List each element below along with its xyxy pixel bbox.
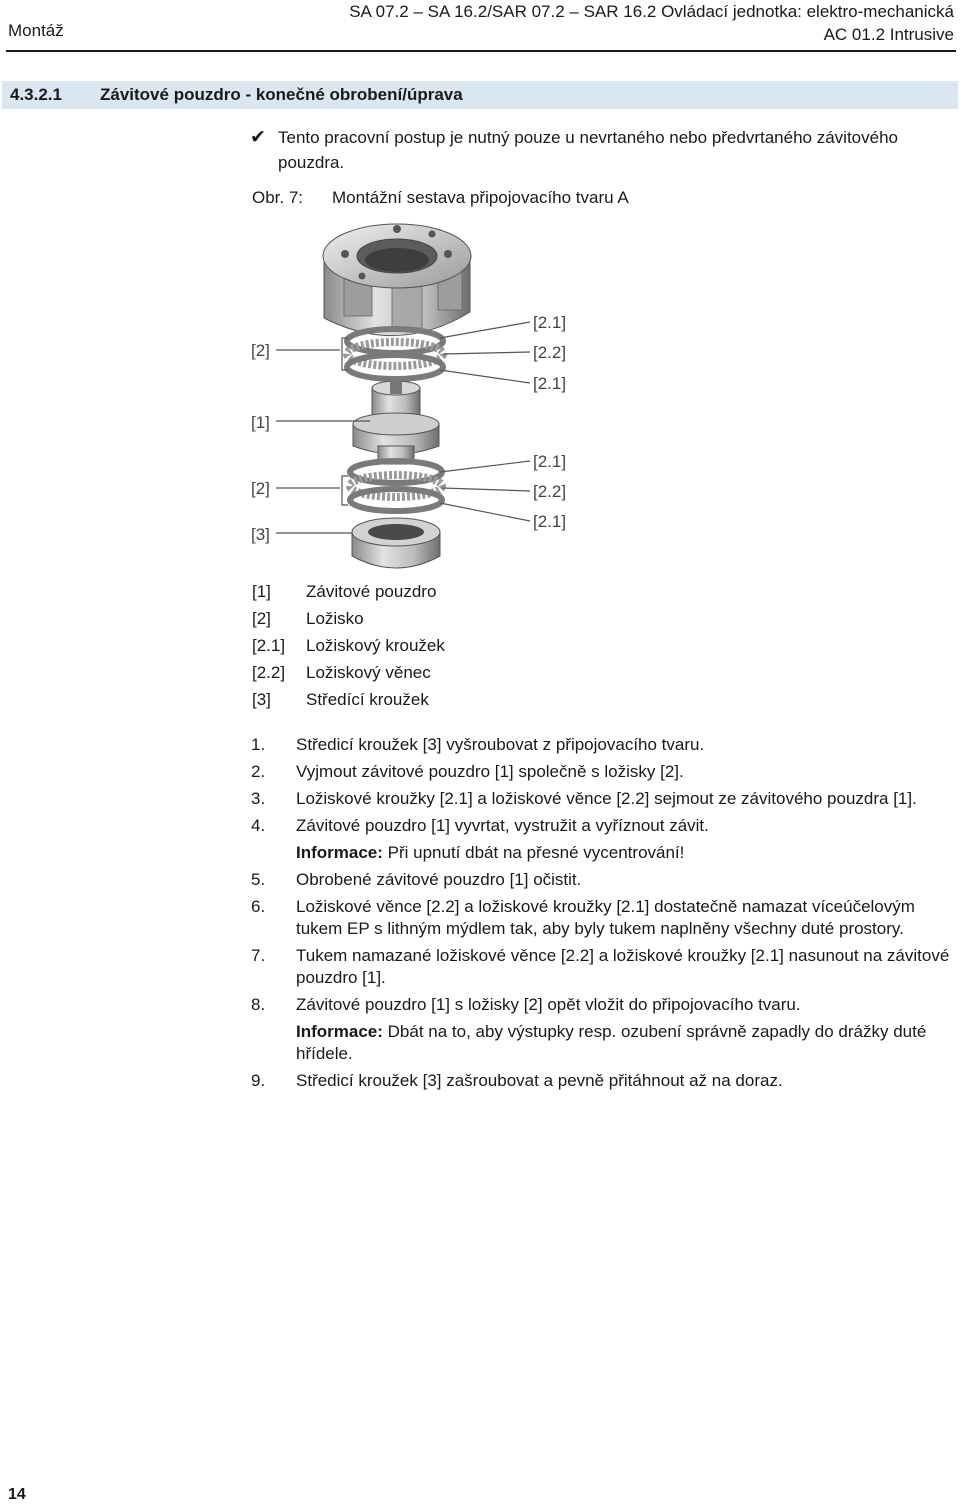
legend-text: Ložiskový věnec [306,663,431,682]
step-text: Středicí kroužek [3] zašroubovat a pevně přitáhnout až na doraz. [296,1071,783,1090]
step-item [251,994,957,1065]
fig-label-left: [1] [251,413,270,432]
legend-text: Závitové pouzdro [306,582,437,601]
upper-bearing [347,329,443,379]
step-text: Ložiskové kroužky [2.1] a ložiskové věnce [2.2] sejmout ze závitového pouzdra [1]. [296,789,917,808]
legend-key: [2.1] [252,636,286,655]
legend-item [252,632,445,659]
step-number: 1. [251,735,266,754]
figure-number: Obr. 7: [252,188,304,207]
step-item [251,761,957,783]
fig-label-right: [2.1] [533,512,567,531]
step-text: Závitové pouzdro [1] vyvrtat, vystružit a vyříznout závit. [296,816,709,835]
legend-text: Ložisko [306,609,364,628]
step-text: Obrobené závitové pouzdro [1] očistit. [296,870,582,889]
figure-title: Montážní sestava připojovacího tvaru A [332,188,629,207]
legend-key: [2.2] [252,663,286,682]
lower-bearing [350,461,442,511]
header-product-line2: AC 01.2 Intrusive [823,25,954,44]
step-item [251,945,957,989]
legend-key: [2] [252,609,271,628]
legend-item [252,605,445,632]
step-item [251,815,957,864]
prerequisite-text: Tento pracovní postup je nutný pouze u nevrtaného nebo předvrtaného závitového pouzdra. [278,128,898,172]
procedure-steps [251,734,957,1097]
fig-label-left: [2] [251,479,270,498]
step-item [251,896,957,940]
header-divider [6,50,956,52]
step-text: Závitové pouzdro [1] s ložisky [2] opět vložit do připojovacího tvaru. [296,995,801,1014]
fig-label-right: [2.1] [533,452,567,471]
legend-key: [1] [252,582,271,601]
header-product [349,0,954,46]
prerequisite-note [250,125,955,175]
fig-label-left: [2] [251,341,270,360]
step-info [296,1021,957,1065]
threaded-sleeve [353,380,439,464]
section-heading [2,81,958,109]
legend-item [252,686,445,713]
legend-item [252,659,445,686]
step-info [296,842,957,864]
section-number: 4.3.2.1 [10,85,62,104]
fig-label-left: [3] [251,525,270,544]
step-number: 8. [251,995,266,1014]
step-text: Ložiskové věnce [2.2] a ložiskové kroužky [2.1] dostatečně namazat víceúčelovým tukem EP s lithným mýdlem tak, aby byly tukem naplněny všechny duté prostory. [296,897,915,938]
step-number: 6. [251,897,266,916]
flange-part [323,224,471,336]
step-number: 7. [251,946,266,965]
step-item [251,788,957,810]
step-item [251,1070,957,1092]
legend-text: Ložiskový kroužek [306,636,445,655]
info-label: Informace: [296,843,383,862]
figure-legend [252,578,445,713]
step-text: Středicí kroužek [3] vyšroubovat z připojovacího tvaru. [296,735,705,754]
step-number: 2. [251,762,266,781]
step-number: 9. [251,1071,266,1090]
step-text: Vyjmout závitové pouzdro [1] společně s ložisky [2]. [296,762,684,781]
header-chapter: Montáž [8,21,64,40]
step-item [251,734,957,756]
check-icon: ✔ [250,127,266,148]
centering-ring [352,518,440,568]
header-product-line1: SA 07.2 – SA 16.2/SAR 07.2 – SAR 16.2 Ovládací jednotka: elektro-mechanická [349,2,954,21]
step-number: 5. [251,870,266,889]
legend-item [252,578,445,605]
section-title: Závitové pouzdro - konečné obrobení/úprava [100,85,463,104]
step-text: Tukem namazané ložiskové věnce [2.2] a ložiskové kroužky [2.1] nasunout na závitové pouzdro [1]. [296,946,950,987]
figure-caption [252,188,629,208]
info-text: Dbát na to, aby výstupky resp. ozubení správně zapadly do drážky duté hřídele. [296,1022,927,1063]
fig-label-right: [2.2] [533,343,567,362]
fig-label-right: [2.1] [533,313,567,332]
page-number: 14 [8,1486,26,1503]
legend-text: Středící kroužek [306,690,429,709]
step-item [251,869,957,891]
legend-key: [3] [252,690,271,709]
callout-lines [276,322,530,533]
step-number: 3. [251,789,266,808]
fig-label-right: [2.2] [533,482,567,501]
info-text: Při upnutí dbát na přesné vycentrování! [382,843,685,862]
step-number: 4. [251,816,266,835]
info-label: Informace: [296,1022,383,1041]
fig-label-right: [2.1] [533,374,567,393]
